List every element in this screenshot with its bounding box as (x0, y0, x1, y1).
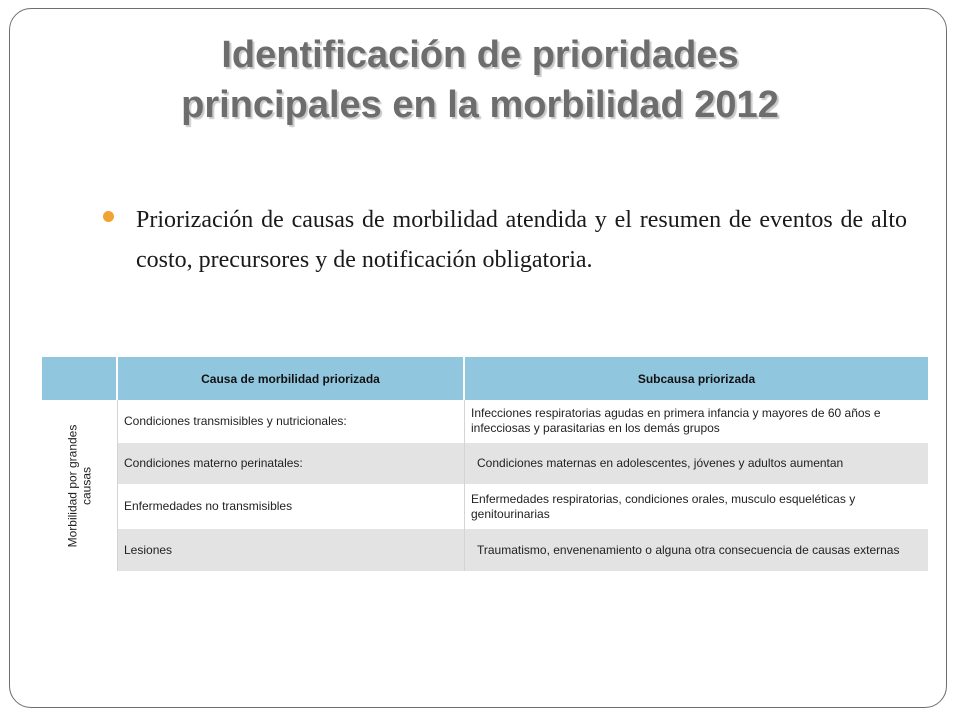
bullet-text: Priorización de causas de morbilidad atendida y el resumen de eventos de alto costo, precursores y de notificación obligatoria. (136, 207, 907, 273)
subcause-cell: Enfermedades respiratorias, condiciones orales, musculo esqueléticas y genitourinarias (471, 491, 856, 521)
subcause-cell: Infecciones respiratorias agudas en primera infancia y mayores de 60 años e infecciosas y parasitarias en los demás grupos (471, 406, 881, 435)
table-row (118, 529, 928, 571)
subcause-cell: Condiciones maternas en adolescentes, jóvenes y adultos aumentan (477, 456, 844, 470)
header-blank-cell (42, 357, 116, 400)
column-divider (464, 400, 465, 571)
priorities-table (42, 357, 928, 571)
header-subcause: Subcausa priorizada (465, 357, 928, 400)
table-row (118, 485, 928, 528)
side-label-line-2: causas (79, 466, 93, 505)
cause-cell: Lesiones (124, 542, 173, 557)
bullet-item (103, 200, 907, 280)
title-line-2: principales en la morbilidad 2012 (181, 84, 779, 126)
column-divider (117, 400, 118, 571)
side-label (65, 424, 93, 547)
table-row (118, 400, 928, 442)
slide-title (0, 30, 960, 130)
cause-cell: Condiciones materno perinatales: (124, 456, 303, 470)
cause-cell: Enfermedades no transmisibles (124, 499, 293, 513)
side-label-cell (42, 400, 116, 571)
table-row (118, 443, 928, 484)
title-line-1: Identificación de prioridades (221, 34, 739, 76)
subcause-cell: Traumatismo, envenenamiento o alguna otra consecuencia de causas externas (477, 542, 900, 557)
cause-cell: Condiciones transmisibles y nutricionales: (124, 413, 347, 428)
side-label-line-1: Morbilidad por grandes (65, 424, 79, 547)
header-cause: Causa de morbilidad priorizada (118, 357, 463, 400)
bullet-dot-icon (103, 211, 114, 222)
